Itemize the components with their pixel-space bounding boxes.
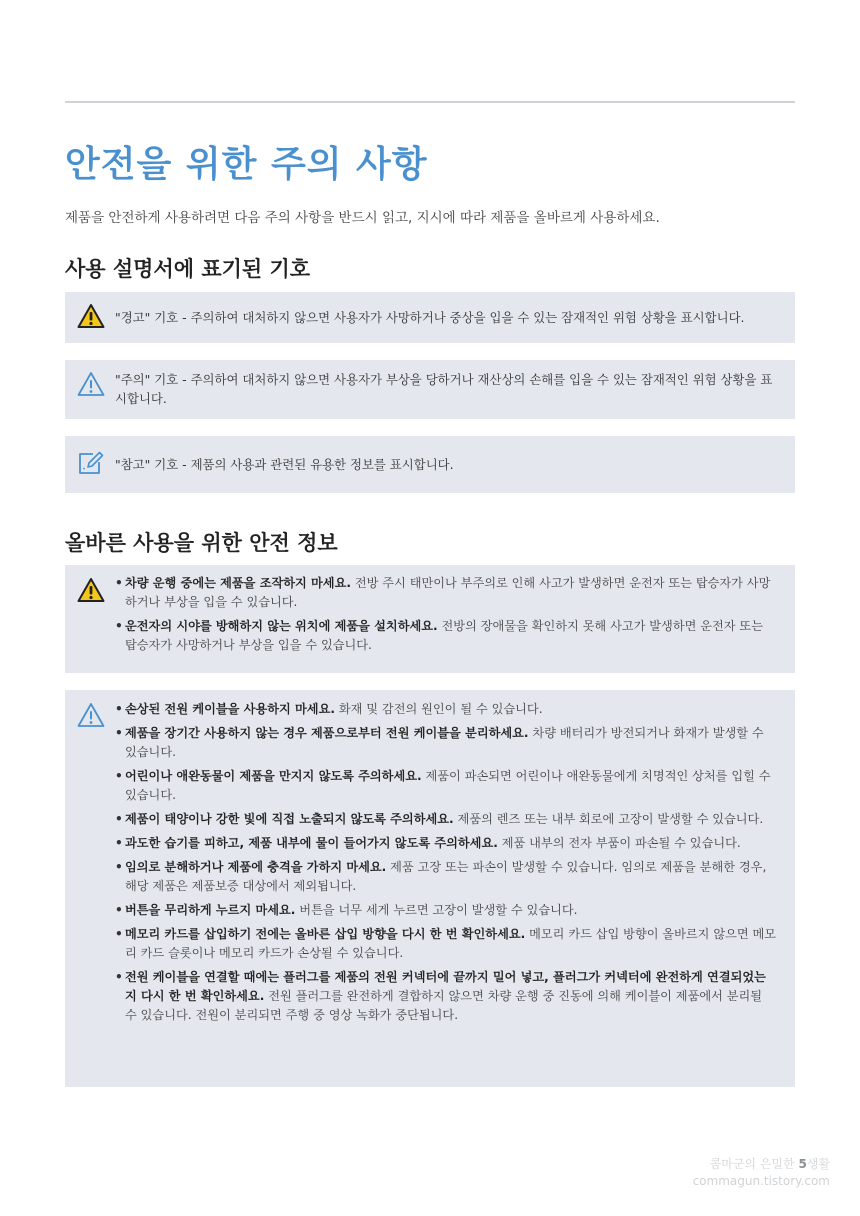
caution-list — [115, 700, 777, 1025]
list-item: • 제품이 태양이나 강한 빛에 직접 노출되지 않도록 주의하세요. 제품의 렌즈 또는 내부 회로에 고장이 발생할 수 있습니다. — [115, 810, 777, 829]
note-pencil-icon — [77, 450, 105, 476]
safety-heading: 올바른 사용을 위한 안전 정보 — [65, 531, 338, 555]
list-item: • 임의로 분해하거나 제품에 충격을 가하지 마세요. 제품 고장 또는 파손이 발생할 수 있습니다. 임의로 제품을 분해한 경우, 해당 제품은 제품보증 대상에서 제외됩니다. — [115, 858, 777, 896]
list-item: • 어린이나 애완동물이 제품을 만지지 않도록 주의하세요. 제품이 파손되면 어린이나 애완동물에게 치명적인 상처를 입힐 수 있습니다. — [115, 767, 777, 805]
page-title: 안전을 위한 주의 사항 — [65, 144, 428, 185]
watermark-line1: 콤마군의 은밀한 5생활 — [709, 1157, 830, 1171]
page-footer — [693, 1156, 830, 1190]
safety-caution-box — [65, 690, 795, 1087]
list-item: • 전원 케이블을 연결할 때에는 플러그를 제품의 전원 커넥터에 끝까지 밀어 넣고, 플러그가 커넥터에 완전하게 연결되었는지 다시 한 번 확인하세요. 전원 플러그를 완전하게 결합하지 않으면 차량 운행 중 진동에 의해 케이블이 제품에서 분리될 수 있습니다. 전원이 분리되면 주행 중 영상 녹화가 중단됩니다. — [115, 968, 777, 1025]
caution-triangle-icon — [77, 371, 105, 397]
warning-triangle-icon — [77, 303, 105, 329]
list-item: • 제품을 장기간 사용하지 않는 경우 제품으로부터 전원 케이블을 분리하세요. 차량 배터리가 방전되거나 화재가 발생할 수 있습니다. — [115, 724, 777, 762]
watermark-line2: commagun.tistory.com — [692, 1174, 830, 1188]
safety-warning-box — [65, 565, 795, 673]
list-item: • 버튼을 무리하게 누르지 마세요. 버튼을 너무 세게 누르면 고장이 발생할 수 있습니다. — [115, 901, 777, 920]
list-item: • 과도한 습기를 피하고, 제품 내부에 물이 들어가지 않도록 주의하세요. 제품 내부의 전자 부품이 파손될 수 있습니다. — [115, 834, 777, 853]
list-item: • 손상된 전원 케이블을 사용하지 마세요. 화재 및 감전의 원인이 될 수 있습니다. — [115, 700, 777, 719]
caution-triangle-icon — [77, 702, 105, 728]
intro-text: 제품을 안전하게 사용하려면 다음 주의 사항을 반드시 읽고, 지시에 따라 제품을 올바르게 사용하세요. — [65, 210, 660, 226]
page-number: 5 — [798, 1157, 807, 1171]
top-rule — [65, 101, 795, 103]
warning-list — [115, 574, 777, 655]
warning-symbol-text: "경고" 기호 - 주의하여 대처하지 않으면 사용자가 사망하거나 중상을 입을 수 있는 잠재적인 위험 상황을 표시합니다. — [115, 310, 745, 325]
caution-symbol-text: "주의" 기호 - 주의하여 대처하지 않으면 사용자가 부상을 당하거나 재산상의 손해를 입을 수 있는 잠재적인 위험 상황을 표시합니다. — [115, 372, 773, 406]
list-item: • 메모리 카드를 삽입하기 전에는 올바른 삽입 방향을 다시 한 번 확인하세요. 메모리 카드 삽입 방향이 올바르지 않으면 메모리 카드 슬롯이나 메모리 카드가 손상될 수 있습니다. — [115, 925, 777, 963]
symbols-heading: 사용 설명서에 표기된 기호 — [65, 257, 311, 281]
warning-symbol-box — [65, 292, 795, 343]
list-item: • 운전자의 시야를 방해하지 않는 위치에 제품을 설치하세요. 전방의 장애물을 확인하지 못해 사고가 발생하면 운전자 또는 탑승자가 사망하거나 부상을 입을 수 있습니다. — [115, 617, 777, 655]
list-item: • 차량 운행 중에는 제품을 조작하지 마세요. 전방 주시 태만이나 부주의로 인해 사고가 발생하면 운전자 또는 탑승자가 사망하거나 부상을 입을 수 있습니다. — [115, 574, 777, 612]
note-symbol-box — [65, 436, 795, 493]
note-symbol-text: "참고" 기호 - 제품의 사용과 관련된 유용한 정보를 표시합니다. — [115, 457, 454, 472]
warning-triangle-icon — [77, 577, 105, 603]
caution-symbol-box — [65, 360, 795, 419]
